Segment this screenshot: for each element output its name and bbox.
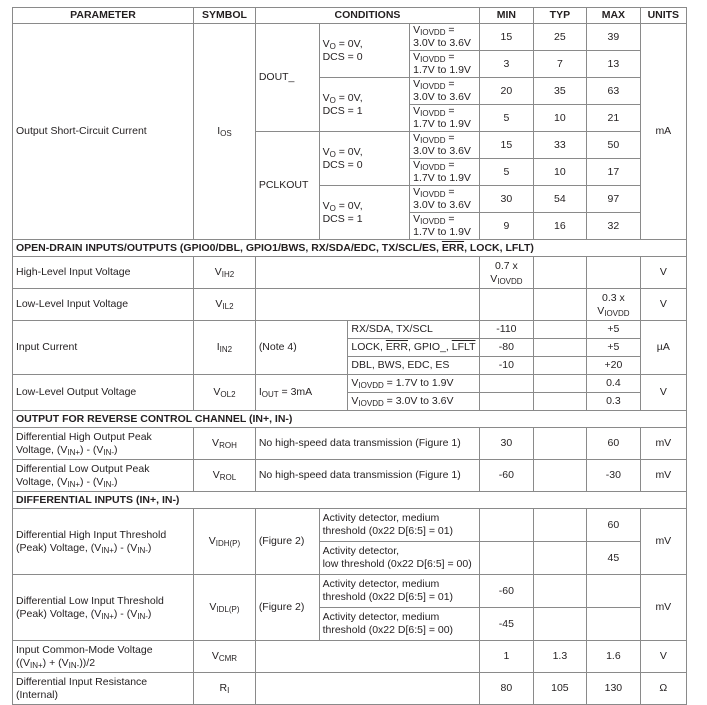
header-units: UNITS (640, 8, 686, 24)
value-typ (533, 289, 587, 321)
table-row (13, 321, 687, 339)
param-vil: Low-Level Input Voltage (13, 289, 194, 321)
unit-v: V (640, 375, 686, 411)
symbol-vrol: $V_{ROL}$ (194, 460, 256, 492)
header-parameter: PARAMETER (13, 8, 194, 24)
unit-mv: mV (640, 460, 686, 492)
unit-mv: mV (640, 428, 686, 460)
value-typ: 35 (533, 78, 587, 105)
header-typ: TYP (533, 8, 587, 24)
unit-ua: µA (640, 321, 686, 375)
value-typ: 33 (533, 132, 587, 159)
symbol-ios: $I_{OS}$ (194, 24, 256, 240)
header-symbol: SYMBOL (194, 8, 256, 24)
value-max (587, 257, 641, 289)
section-row (13, 411, 687, 428)
value-typ (533, 357, 587, 375)
value-max: -30 (587, 460, 641, 492)
param-vih: High-Level Input Voltage (13, 257, 194, 289)
cond-note: (Note 4) (255, 321, 348, 375)
value-min: -60 (480, 575, 534, 608)
cond-viovdd: $V_{IOVDD} = 3.0V$ to 3.6V (410, 24, 480, 51)
cond-text: No high-speed data transmission (Figure 1) (255, 428, 479, 460)
table-row (13, 641, 687, 673)
value-min: 30 (480, 428, 534, 460)
value-typ: 54 (533, 186, 587, 213)
cond-text: Activity detector, low threshold (0x22 D[6:5] = 00) (319, 542, 480, 575)
cond-empty (255, 289, 479, 321)
symbol-ri: $R_I$ (194, 673, 256, 705)
cond-pins: DBL, BWS, EDC, ES (348, 357, 480, 375)
value-max (587, 575, 641, 608)
section-heading-reverse: OUTPUT FOR REVERSE CONTROL CHANNEL (IN+, IN-) (13, 411, 687, 428)
value-typ: 105 (533, 673, 587, 705)
symbol-vol: $V_{OL2}$ (194, 375, 256, 411)
value-max: 21 (587, 105, 641, 132)
symbol-vih: $V_{IH2}$ (194, 257, 256, 289)
unit-v: V (640, 257, 686, 289)
param-ri: Differential Input Resistance (Internal) (13, 673, 194, 705)
cond-vo-dcs1: $V_O = 0V$, DCS = 1 (319, 186, 410, 240)
symbol-vidh: $V_{IDH(P)}$ (194, 509, 256, 575)
value-max: +5 (587, 339, 641, 357)
cond-viovdd: $V_{IOVDD} = 1.7V$ to 1.9V (410, 51, 480, 78)
cond-viovdd: $V_{IOVDD} = 1.7V$ to 1.9V (410, 213, 480, 240)
cond-text: Activity detector, medium threshold (0x22 D[6:5] = 01) (319, 575, 480, 608)
param-vol: Low-Level Output Voltage (13, 375, 194, 411)
cond-viovdd: $V_{IOVDD} = 3.0V$ to 3.6V (410, 78, 480, 105)
table-row (13, 673, 687, 705)
cond-iout: $I_{OUT} = 3mA$ (255, 375, 348, 411)
table-row (13, 24, 687, 51)
cond-viovdd: $V_{IOVDD} = 3.0V$ to 3.6V (348, 393, 480, 411)
unit-mv: mV (640, 509, 686, 575)
value-max: 97 (587, 186, 641, 213)
value-typ (533, 339, 587, 357)
cond-note: (Figure 2) (255, 575, 319, 641)
cond-viovdd: $V_{IOVDD} = 1.7V$ to 1.9V (410, 159, 480, 186)
cond-empty (255, 673, 479, 705)
section-heading-open-drain: OPEN-DRAIN INPUTS/OUTPUTS (GPIO0/DBL, GPIO1/BWS, RX/SDA/EDC, TX/SCL/ES, $\overline{ERR}$, LOCK, LFLT) (13, 240, 687, 257)
value-max: 60 (587, 509, 641, 542)
value-typ: 16 (533, 213, 587, 240)
table-row (13, 460, 687, 492)
cond-vo-dcs0: $V_O = 0V$, DCS = 0 (319, 24, 410, 78)
value-max: 50 (587, 132, 641, 159)
value-min: -110 (480, 321, 534, 339)
value-min: 0.7 x $V_{IOVDD}$ (480, 257, 534, 289)
section-row (13, 492, 687, 509)
value-min: 20 (480, 78, 534, 105)
value-typ (533, 393, 587, 411)
table-row (13, 289, 687, 321)
value-max (587, 608, 641, 641)
value-typ (533, 542, 587, 575)
value-min: 9 (480, 213, 534, 240)
value-typ: 10 (533, 159, 587, 186)
cond-pins: LOCK, $\overline{ERR}$, GPIO_, LFLT (348, 339, 480, 357)
unit-v: V (640, 641, 686, 673)
cond-vo-dcs0: $V_O = 0V$, DCS = 0 (319, 132, 410, 186)
param-vidl: Differential Low Input Threshold (Peak) Voltage, $(V_{IN+}) - (V_{IN-})$ (13, 575, 194, 641)
table-row (13, 375, 687, 393)
cond-pclkout: PCLKOUT (255, 132, 319, 240)
cond-pins: RX/SDA, TX/SCL (348, 321, 480, 339)
symbol-vil: $V_{IL2}$ (194, 289, 256, 321)
value-max: +20 (587, 357, 641, 375)
value-min (480, 542, 534, 575)
table-row (13, 509, 687, 542)
value-max: +5 (587, 321, 641, 339)
value-min: 5 (480, 105, 534, 132)
value-typ (533, 321, 587, 339)
table-row (13, 428, 687, 460)
value-max: 0.4 (587, 375, 641, 393)
cond-dout: DOUT_ (255, 24, 319, 132)
symbol-vcmr: $V_{CMR}$ (194, 641, 256, 673)
value-typ (533, 460, 587, 492)
cond-text: Activity detector, medium threshold (0x22 D[6:5] = 01) (319, 509, 480, 542)
value-max: 17 (587, 159, 641, 186)
cond-viovdd: $V_{IOVDD} = 1.7V$ to 1.9V (410, 105, 480, 132)
value-typ (533, 575, 587, 608)
value-min: 15 (480, 24, 534, 51)
value-max: 1.6 (587, 641, 641, 673)
symbol-iin: $I_{IN2}$ (194, 321, 256, 375)
value-min: 80 (480, 673, 534, 705)
header-row (13, 8, 687, 24)
value-typ: 25 (533, 24, 587, 51)
value-min: 30 (480, 186, 534, 213)
value-min: 3 (480, 51, 534, 78)
param-vrol: Differential Low Output Peak Voltage, $(V_{IN+}) - (V_{IN-})$ (13, 460, 194, 492)
value-typ (533, 375, 587, 393)
section-row (13, 240, 687, 257)
value-max: 13 (587, 51, 641, 78)
unit-v: V (640, 289, 686, 321)
header-max: MAX (587, 8, 641, 24)
unit-ohm: Ω (640, 673, 686, 705)
table-row (13, 575, 687, 608)
cond-text: No high-speed data transmission (Figure 1) (255, 460, 479, 492)
header-conditions: CONDITIONS (255, 8, 479, 24)
value-min: -45 (480, 608, 534, 641)
param-vidh: Differential High Input Threshold (Peak) Voltage, $(V_{IN+}) - (V_{IN-})$ (13, 509, 194, 575)
value-max: 63 (587, 78, 641, 105)
cond-vo-dcs1: $V_O = 0V$, DCS = 1 (319, 78, 410, 132)
value-min (480, 393, 534, 411)
header-min: MIN (480, 8, 534, 24)
cond-viovdd: $V_{IOVDD} = 3.0V$ to 3.6V (410, 132, 480, 159)
value-typ (533, 509, 587, 542)
value-min: 5 (480, 159, 534, 186)
value-max: 0.3 (587, 393, 641, 411)
cond-viovdd: $V_{IOVDD} = 3.0V$ to 3.6V (410, 186, 480, 213)
value-min: 1 (480, 641, 534, 673)
value-min: -80 (480, 339, 534, 357)
value-max: 39 (587, 24, 641, 51)
param-short-circuit: Output Short-Circuit Current (13, 24, 194, 240)
symbol-vidl: $V_{IDL(P)}$ (194, 575, 256, 641)
value-min (480, 375, 534, 393)
value-typ: 7 (533, 51, 587, 78)
unit-mv: mV (640, 575, 686, 641)
cond-note: (Figure 2) (255, 509, 319, 575)
cond-text: Activity detector, medium threshold (0x22 D[6:5] = 00) (319, 608, 480, 641)
value-max: 45 (587, 542, 641, 575)
cond-empty (255, 641, 479, 673)
value-max: 0.3 x $V_{IOVDD}$ (587, 289, 641, 321)
value-min (480, 509, 534, 542)
param-vcmr: Input Common-Mode Voltage $((V_{IN+}) + (V_{IN-}))/2$ (13, 641, 194, 673)
value-max: 60 (587, 428, 641, 460)
symbol-vroh: $V_{ROH}$ (194, 428, 256, 460)
param-vroh: Differential High Output Peak Voltage, $(V_{IN+}) - (V_{IN-})$ (13, 428, 194, 460)
value-typ (533, 608, 587, 641)
unit-ma: mA (640, 24, 686, 240)
value-typ (533, 257, 587, 289)
value-max: 32 (587, 213, 641, 240)
param-input-current: Input Current (13, 321, 194, 375)
cond-viovdd: $V_{IOVDD} = 1.7V$ to 1.9V (348, 375, 480, 393)
table-row (13, 257, 687, 289)
section-heading-diff: DIFFERENTIAL INPUTS (IN+, IN-) (13, 492, 687, 509)
value-min: 15 (480, 132, 534, 159)
cond-empty (255, 257, 479, 289)
electrical-characteristics-table (12, 7, 687, 705)
value-min: -10 (480, 357, 534, 375)
value-min: -60 (480, 460, 534, 492)
value-typ: 10 (533, 105, 587, 132)
value-min (480, 289, 534, 321)
value-typ: 1.3 (533, 641, 587, 673)
value-max: 130 (587, 673, 641, 705)
value-typ (533, 428, 587, 460)
